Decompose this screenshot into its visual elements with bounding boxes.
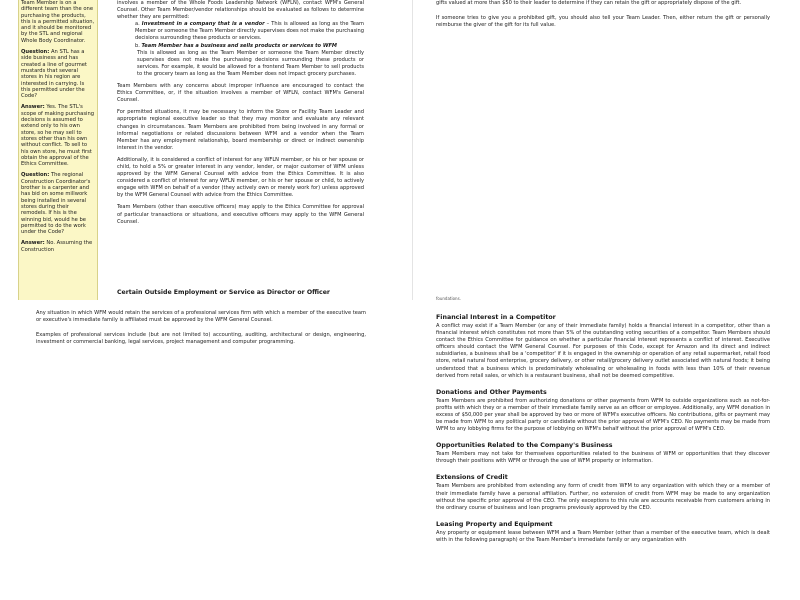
- section-opportunities: [436, 441, 770, 465]
- answer-label: Answer:: [21, 240, 45, 247]
- sidebar-question-2: [21, 172, 95, 235]
- list-item-title: Investment in a company that is a vendor: [141, 21, 265, 28]
- paragraph: Team Members (other than executive officers) may apply to the Ethics Committee for approval of particular transactions or situations, and executive officers may apply to the WFM General Counsel.: [117, 204, 364, 225]
- list-marker: a.: [135, 21, 140, 28]
- paragraph: Team Members are prohibited from extending any form of credit from WFM to any organization with which they or a member of their immediate family have a personal affiliation. Further, no extension of credit from WFM may be made to any organization without the specific prior approval of the CEO. The only exceptions to this rule are accounts receivable from customers arising in the ordinary course of business and loan programs previously approved by the CEO.: [436, 483, 770, 511]
- sidebar-answer-1: [21, 104, 95, 167]
- list-marker: b.: [135, 42, 140, 49]
- paragraph: Any situation in which WFM would retain the services of a professional services firm with which a member of the executive team or executive's immediate family is affiliated must be approved by the WFM General Counsel.: [36, 310, 366, 324]
- list-item-a: [117, 21, 364, 42]
- question-text: An STL has a side business and has created a line of gourmet mustards that several stores in his region are interested in carrying. Is this permitted under the Code?: [21, 49, 87, 100]
- list-item-title: Team Member has a business and sells products or services to WFM: [141, 42, 338, 49]
- paragraph: Additionally, it is considered a conflict of interest for any WFLN member, or his or her spouse or child, to hold a 5% or greater interest in any vendor, lender, or major customer of WFM unless approved by the WFM General Counsel with advice from the Ethics Committee. It is also considered a conflict of interest for any WFLN member, or his or her spouse or child, to actively engage with WFM on behalf of a vendor (they actively own or merely work for) unless approved by the WFM General Counsel with advice from the Ethics Committee.: [117, 156, 364, 199]
- main-column-bottom-right: [436, 313, 770, 600]
- paragraph: gifts valued at more than $50 to their leader to determine if they can retain the gift or appropriately dispose of the gift.: [436, 0, 742, 6]
- main-column-bottom-left: [36, 310, 366, 346]
- paragraph: Any property or equipment lease between WFM and a Team Member (other than a member of the executive team, which is dealt with in the following paragraph) or the Team Member's immediate family or any organization with: [436, 529, 770, 543]
- paragraph: For permitted situations, it may be necessary to inform the Store or Facility Team Leader and appropriate regional executive leader so that they may monitor and evaluate any relevant changes in circumstances. Team Members are prohibited from being involved in any formal or informal negotiations or related discussions between WFM and a vendor when the Team Member has any employment relationship, board membership or direct or indirect ownership interest in the vendor.: [117, 109, 364, 151]
- paragraph: Team Members are prohibited from authorizing donations or other payments from WFM to outside organizations such as not-for-profits with which they or a member of their immediate family serve as an officer or employee. Additionally, any WFM donation in excess of $50,000 per year shall be approved by two or more of WFM's executive officers. No contributions, gifts or payment may be made from WFM to any political party or candidate without the prior approval of WFM's CEO. No payments may be made from WFM to any lobbying firms for the purpose of lobbying on WFM's behalf without the prior approval of WFM's CEO.: [436, 397, 770, 433]
- paragraph: A conflict may exist if a Team Member (or any of their immediate family) holds a financial interest in a competitor, other than a financial interest which constitutes not more than 5% of the outstanding voting securities of a competitor. Team Members should contact the Ethics Committee for guidance on whether a particular financial interest represents a conflict of interest. Executive officers should contact the WFM General Counsel. For purposes of this Code, except for Amazon and its direct and indirect subsidiaries, a business shall be a 'competitor' if it is engaged in the ownership or operation of any retail supermarket, retail food store, retail natural food enterprise, grocery delivery, or other retail/grocery delivery outlet associated with natural foods; it being understood that a business which is predominately wholesaling or wholesaling in foods with less than 10% of their revenue derived from retail sales, or which is a restaurant business, shall not be deemed competitive.: [436, 323, 770, 379]
- column-divider: [412, 0, 413, 300]
- sidebar-question-1: [21, 49, 95, 99]
- text-fragment: foundations.: [436, 296, 461, 301]
- paragraph: Examples of professional services include (but are not limited to) accounting, auditing, architectural or design, engineering, investment or commercial banking, legal services, project management and computer programming.: [36, 332, 366, 346]
- question-label: Question:: [21, 172, 50, 179]
- section-heading: Donations and Other Payments: [436, 388, 547, 396]
- section-heading: Extensions of Credit: [436, 474, 508, 482]
- section-heading: Opportunities Related to the Company's Business: [436, 442, 613, 450]
- sidebar-answer-2: [21, 240, 95, 253]
- question-text: The regional Construction Coordinator's brother is a carpenter and has bid on some millwork being installed in several stores during their remodels. If his is the winning bid, would he be permitted to do the work under the Code?: [21, 172, 91, 236]
- answer-text: Yes. The STL's scope of making purchasing decisions is assumed to extend only to his own store, so he may sell to stores other than his own without conflict. To sell to his own store, he must first obtain the approval of the Ethics Committee.: [21, 104, 95, 168]
- paragraph: If someone tries to give you a prohibited gift, you should also tell your Team Leader. Then, either return the gift or personally reimburse the giver of the gift for its full value.: [436, 15, 770, 29]
- section-heading: Leasing Property and Equipment: [436, 520, 553, 528]
- question-label: Question:: [21, 49, 50, 56]
- paragraph: involves a member of the Whole Foods Leadership Network (WFLN), contact WFM's General Counsel. Other Team Member/vendor relationships should be evaluated as follows to determine whether they are permitted:: [117, 0, 364, 21]
- section-leasing: [436, 520, 770, 544]
- answer-label: Answer:: [21, 104, 45, 111]
- main-column-top-right: [436, 0, 770, 48]
- section-extensions-of-credit: [436, 473, 770, 511]
- main-column-top-left: [117, 0, 364, 282]
- section-heading: Certain Outside Employment or Service as Director or Officer: [117, 289, 330, 296]
- list-item-text: – This is allowed as long as the Team Member or someone the Team Member directly supervises does not make the purchasing decisions surrounding these products or services.: [135, 21, 364, 42]
- list-item-text: This is allowed as long as the Team Member or someone the Team Member directly supervises does not make the purchasing decisions surrounding these products or services. For example, it would be allowed for a frontend Team Member to sell products to the grocery team as long as the Team Member does not impact grocery purchases.: [137, 49, 364, 77]
- section-heading: Financial Interest in a Competitor: [436, 314, 556, 321]
- section-financial-interest: [436, 313, 770, 380]
- sidebar-intro: Team Member is on a different team than the one purchasing the products, this is a permitted situation, and it should be monitored by the STL and regional Whole Body Coordinator.: [21, 0, 95, 44]
- section-donations: [436, 388, 770, 433]
- paragraph: Team Members with any concerns about improper influence are encouraged to contact the Ethics Committee, or, if the situation involves a member of WFLN, contact WFM's General Counsel.: [117, 83, 364, 104]
- answer-text: No. Assuming the Construction: [21, 240, 93, 253]
- list-item-b: [117, 43, 364, 50]
- sidebar-qa-box: [18, 0, 98, 300]
- paragraph: Team Members may not take for themselves opportunities related to the business of WFM or opportunities that they discover through their positions with WFM or through the use of WFM property or information.: [436, 451, 770, 465]
